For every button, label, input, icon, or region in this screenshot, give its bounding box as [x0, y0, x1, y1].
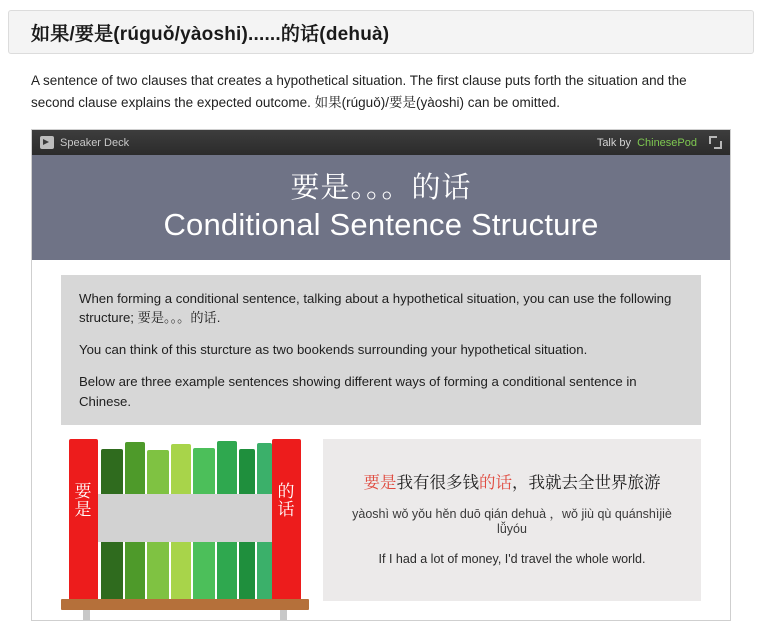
speaker-deck-icon: [40, 136, 54, 149]
slide[interactable]: [32, 155, 730, 621]
fullscreen-icon[interactable]: [709, 136, 722, 149]
example-hanzi-mid: 我有很多钱: [396, 473, 479, 492]
bookends-illustration: [61, 439, 309, 621]
slide-heading-chinese: 要是。。。的话: [290, 172, 472, 205]
slide-paragraph-2: You can think of this sturcture as two bookends surrounding your hypothetical situation.: [79, 342, 588, 358]
talk-by-label: Talk by: [596, 136, 632, 149]
example-pinyin: yàoshì wǒ yǒu hěn duō qián dehuà ，wǒ jiù qù quánshìjiè lǚyóu: [352, 507, 672, 537]
deck-author-link[interactable]: ChinesePod: [637, 136, 697, 149]
right-bookend: 的话: [272, 439, 301, 599]
example-hanzi-highlight-2: 的话: [479, 473, 512, 492]
books-band: [98, 494, 272, 542]
books-group: [69, 439, 301, 599]
deck-brand-label[interactable]: Speaker Deck: [60, 136, 130, 149]
example-hanzi: [364, 473, 661, 494]
slide-paragraph-1: When forming a conditional sentence, talking about a hypothetical situation, you can use the following structure; 要是。。。的话.: [79, 291, 672, 326]
left-bookend: 要是: [69, 439, 98, 599]
shelf-leg-right: [280, 610, 287, 621]
shelf-leg-left: [83, 610, 90, 621]
example-hanzi-post: ，我就去全世界旅游: [512, 473, 661, 492]
slide-heading-english: Conditional Sentence Structure: [163, 206, 599, 242]
deck-toolbar: [32, 130, 730, 155]
page-title: 如果/要是(rúguǒ/yàoshi)......的话(dehuà): [31, 23, 390, 45]
shelf: [61, 599, 309, 610]
slide-body-box: [61, 275, 701, 425]
page-title-bar: [8, 10, 754, 54]
slide-lower-row: [61, 439, 701, 621]
example-translation: If I had a lot of money, I'd travel the whole world.: [378, 552, 646, 567]
slide-header: [32, 155, 730, 260]
example-hanzi-highlight-1: 要是: [363, 473, 397, 492]
speaker-deck-embed[interactable]: [31, 129, 731, 621]
page-description: A sentence of two clauses that creates a hypothetical situation. The first clause puts forth the situation and the second clause explains the expected outcome. 如果(rúguǒ)/要是(yàoshi) can be omitted.: [31, 73, 687, 110]
example-sentence-box: [323, 439, 701, 601]
slide-paragraph-3: Below are three example sentences showing different ways of forming a conditional sentence in Chinese.: [79, 374, 637, 409]
deck-toolbar-right: [597, 136, 722, 149]
